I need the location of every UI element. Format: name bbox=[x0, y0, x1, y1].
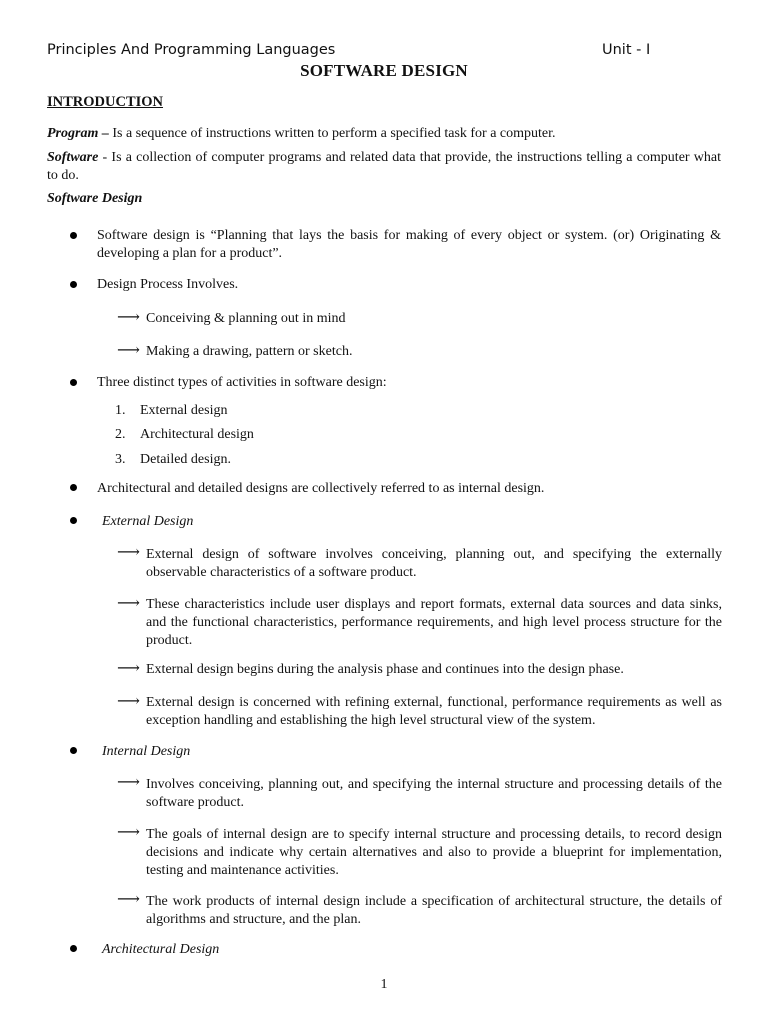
arrow-icon: ⟶ bbox=[117, 595, 140, 612]
arrow-icon: ⟶ bbox=[117, 693, 140, 710]
list-item: Architectural design bbox=[140, 427, 254, 442]
bullet-software-design-definition: Software design is “Planning that lays the basis for making of every object or system. (or) Originating & developing a plan for a product”. bbox=[97, 228, 721, 261]
bullet-external-design-heading: External Design bbox=[102, 514, 194, 529]
list-number: 3. bbox=[115, 452, 126, 467]
list-number: 2. bbox=[115, 427, 126, 442]
definition-term: Software bbox=[47, 150, 99, 165]
bullet-icon bbox=[70, 281, 77, 288]
bullet-internal-design-note: Architectural and detailed designs are collectively referred to as internal design. bbox=[97, 481, 545, 496]
arrow-icon: ⟶ bbox=[117, 774, 140, 791]
bullet-design-process: Design Process Involves. bbox=[97, 277, 239, 292]
sub-item: The goals of internal design are to specify internal structure and processing details, to record design decisions and indicate why certain alternatives and also to provide a blueprint for implementation, testing and maintenance activities. bbox=[146, 827, 722, 878]
arrow-icon: ⟶ bbox=[117, 660, 140, 677]
bullet-icon bbox=[70, 945, 77, 952]
bullet-internal-design-heading: Internal Design bbox=[102, 744, 191, 759]
bullet-icon bbox=[70, 484, 77, 491]
list-item: Detailed design. bbox=[140, 452, 231, 467]
definition-separator: – bbox=[98, 126, 113, 141]
list-item: External design bbox=[140, 403, 228, 418]
list-number: 1. bbox=[115, 403, 126, 418]
bullet-icon bbox=[70, 747, 77, 754]
definition-term: Program bbox=[47, 126, 99, 141]
sub-item: Making a drawing, pattern or sketch. bbox=[146, 344, 353, 359]
header-course-title: Principles And Programming Languages bbox=[47, 42, 336, 58]
sub-item: Involves conceiving, planning out, and specifying the internal structure and processing details of the software product. bbox=[146, 777, 722, 810]
sub-item: External design of software involves conceiving, planning out, and specifying the externally observable characteristics of a software product. bbox=[146, 547, 722, 580]
sub-item: Conceiving & planning out in mind bbox=[146, 311, 346, 326]
bullet-icon bbox=[70, 517, 77, 524]
header-unit: Unit - I bbox=[602, 42, 651, 58]
definition-text: Is a sequence of instructions written to perform a specified task for a computer. bbox=[112, 126, 556, 141]
arrow-icon: ⟶ bbox=[117, 342, 140, 359]
arrow-icon: ⟶ bbox=[117, 309, 140, 326]
section-heading-introduction: INTRODUCTION bbox=[47, 94, 164, 110]
definition-separator: - bbox=[98, 150, 112, 165]
sub-item: The work products of internal design include a specification of architectural structure, the details of algorithms and structure, and the plan. bbox=[146, 894, 722, 927]
sub-item: External design is concerned with refining external, functional, performance requirements as well as exception handling and establishing the high level structural view of the system. bbox=[146, 695, 722, 728]
definition-software bbox=[47, 149, 721, 185]
bullet-icon bbox=[70, 232, 77, 239]
definition-program bbox=[47, 125, 721, 143]
bullet-icon bbox=[70, 379, 77, 386]
arrow-icon: ⟶ bbox=[117, 824, 140, 841]
definition-text: Is a collection of computer programs and related data that provide, the instructions telling a computer what to do. bbox=[47, 150, 721, 183]
page-number: 1 bbox=[380, 977, 388, 992]
arrow-icon: ⟶ bbox=[117, 544, 140, 561]
sub-item: These characteristics include user displays and report formats, external data sources and data sinks, and the functional characteristics, performance requirements, and high level process structure for the product. bbox=[146, 597, 722, 648]
sub-item: External design begins during the analysis phase and continues into the design phase. bbox=[146, 662, 624, 677]
bullet-architectural-design-heading: Architectural Design bbox=[102, 942, 220, 957]
bullet-activity-types: Three distinct types of activities in software design: bbox=[97, 375, 387, 390]
subheading-software-design: Software Design bbox=[47, 191, 143, 206]
page-title: SOFTWARE DESIGN bbox=[300, 61, 468, 80]
arrow-icon: ⟶ bbox=[117, 891, 140, 908]
